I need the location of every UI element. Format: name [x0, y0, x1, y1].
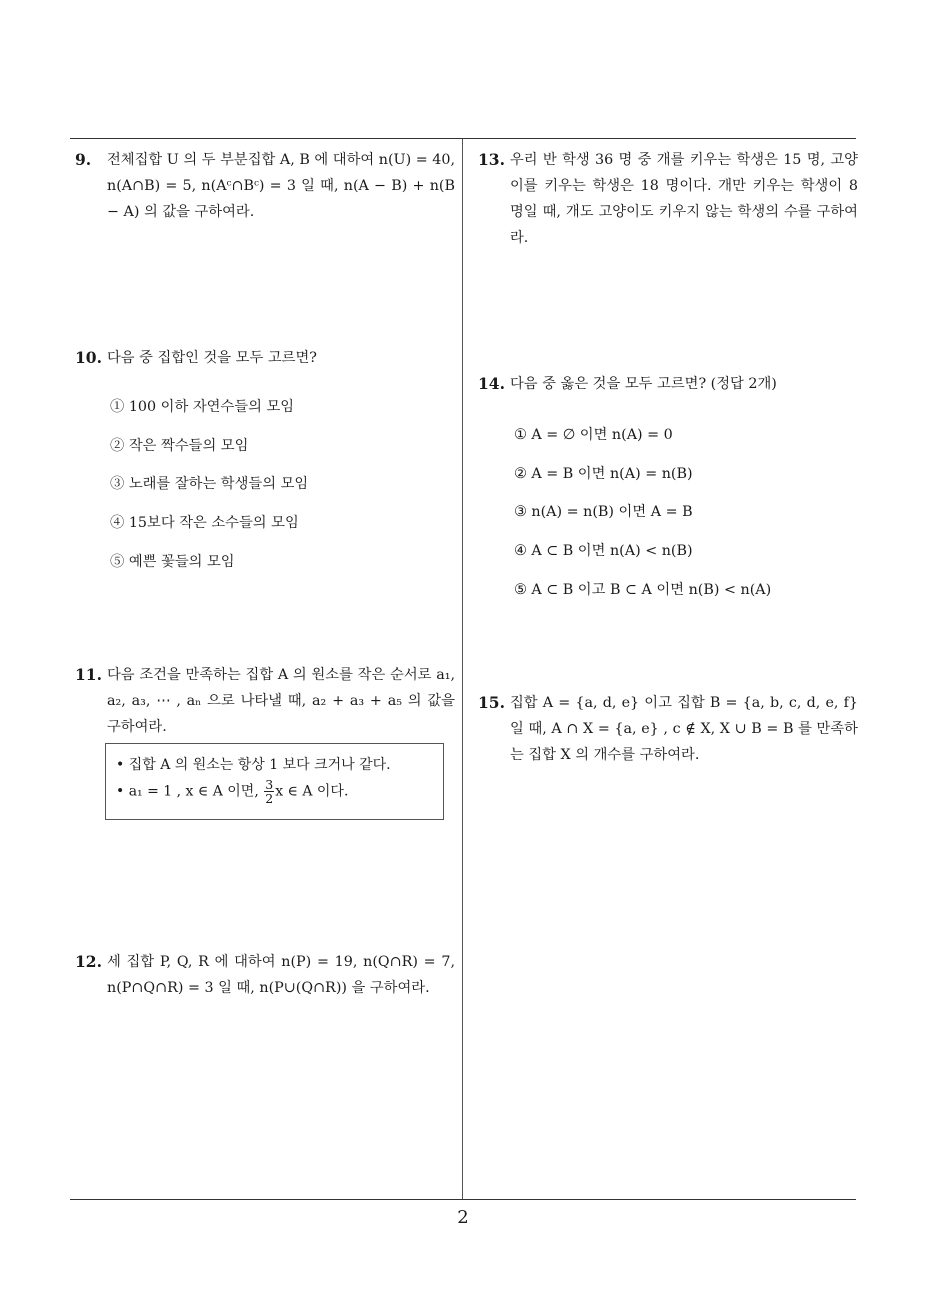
problem-13-number: 13. [478, 150, 505, 169]
choice-item: ④ 15보다 작은 소수들의 모임 [110, 515, 299, 532]
problem-15-text: 집합 A = {a, d, e} 이고 집합 B = {a, b, c, d, e, f} 일 때, A ∩ X = {a, e} , c ∉ X, X ∪ B = B 를 만족하는 집합 X 의 개수를 구하여라. [510, 695, 858, 763]
choice-item: ③ n(A) = n(B) 이면 A = B [514, 504, 693, 521]
choice-item: ① A = ∅ 이면 n(A) = 0 [514, 427, 673, 443]
problem-9 [75, 147, 455, 225]
problem-11-text: 다음 조건을 만족하는 집합 A 의 원소를 작은 순서로 a₁, a₂, a₃, ⋯ , aₙ 으로 나타낼 때, a₂ + a₃ + a₅ 의 값을 구하여라. [107, 667, 455, 735]
problem-9-text: 전체집합 U 의 두 부분집합 A, B 에 대하여 n(U) = 40, n(A∩B) = 5, n(Aᶜ∩Bᶜ) = 3 일 때, n(A − B) + n(B − A) 의 값을 구하여라. [107, 152, 455, 220]
problem-9-number: 9. [75, 150, 92, 169]
problem-14-number: 14. [478, 374, 505, 393]
choice-item: ⑤ 예쁜 꽃들의 모임 [110, 553, 235, 570]
condition-box [105, 743, 444, 820]
problem-10 [75, 345, 455, 371]
condition-1: • 집합 A 의 원소는 항상 1 보다 크거나 같다. [116, 757, 391, 773]
page-number: 2 [457, 1207, 469, 1228]
problem-11-number: 11. [75, 665, 102, 684]
problem-10-text: 다음 중 집합인 것을 모두 고르면? [107, 350, 317, 366]
choice-item: ② 작은 짝수들의 모임 [110, 437, 249, 454]
problem-12 [75, 949, 455, 1001]
problem-15-number: 15. [478, 693, 505, 712]
problem-11 [75, 662, 455, 740]
column-divider [462, 139, 463, 1200]
choice-item: ⑤ A ⊂ B 이고 B ⊂ A 이면 n(B) < n(A) [514, 581, 772, 598]
fraction-denominator: 2 [265, 791, 274, 806]
problem-13-text: 우리 반 학생 36 명 중 개를 키우는 학생은 15 명, 고양이를 키우는 학생은 18 명이다. 개만 키우는 학생이 8 명일 때, 개도 고양이도 키우지 않는 학생의 수를 구하여라. [510, 152, 858, 246]
condition-2-prefix: • a₁ = 1 , x ∈ A 이면, [116, 783, 259, 800]
problem-14-text: 다음 중 옳은 것을 모두 고르면? (정답 2개) [510, 376, 777, 392]
problem-12-text: 세 집합 P, Q, R 에 대하여 n(P) = 19, n(Q∩R) = 7, n(P∩Q∩R) = 3 일 때, n(P∪(Q∩R)) 을 구하여라. [107, 954, 455, 996]
problem-14 [478, 371, 858, 397]
bottom-rule [70, 1199, 856, 1200]
condition-2-suffix: x ∈ A 이다. [275, 783, 349, 800]
problem-14-choices [514, 422, 771, 615]
fraction [264, 778, 274, 805]
condition-2 [116, 778, 433, 805]
choice-item: ① 100 이하 자연수들의 모임 [110, 399, 295, 415]
choice-item: ③ 노래를 잘하는 학생들의 모임 [110, 476, 309, 493]
problem-12-number: 12. [75, 952, 102, 971]
choice-item: ④ A ⊂ B 이면 n(A) < n(B) [514, 543, 693, 560]
problem-10-choices [110, 394, 308, 587]
choice-item: ② A = B 이면 n(A) = n(B) [514, 465, 693, 482]
problem-10-number: 10. [75, 348, 102, 367]
problem-13 [478, 147, 858, 251]
fraction-numerator: 3 [265, 777, 274, 792]
problem-15 [478, 690, 858, 768]
top-rule [70, 138, 856, 139]
